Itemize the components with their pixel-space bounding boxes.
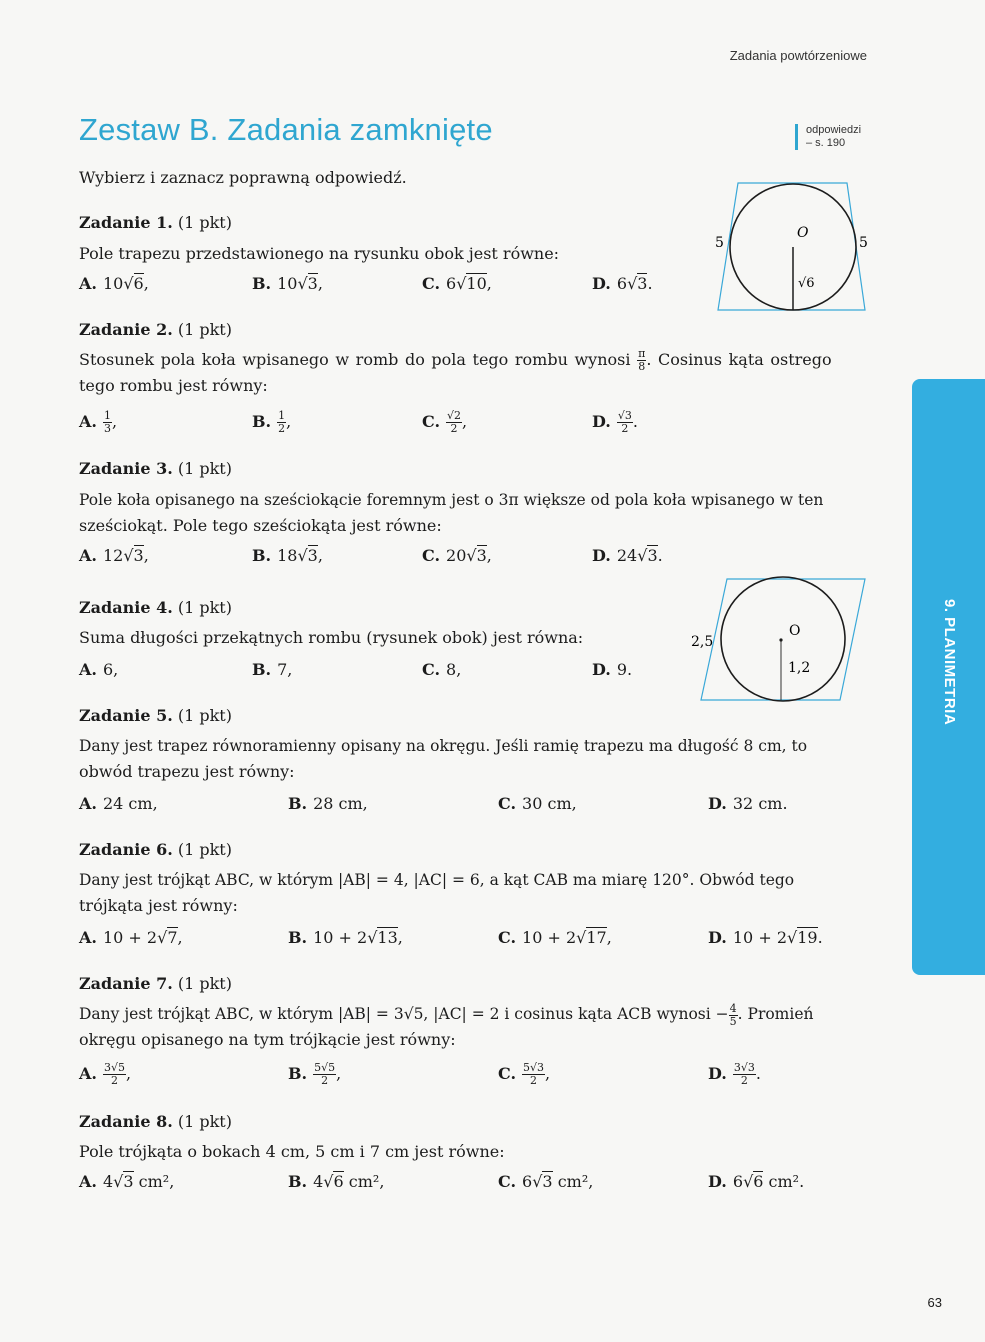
- task-2-text-line2: tego rombu jest równy:: [79, 376, 268, 395]
- task-2-option-b[interactable]: B. $\frac{1}{2}$ ,: [252, 409, 292, 435]
- task-6-text: Dany jest trójkąt ABC, w którym |AB| = 4, |AC| = 6, a kąt CAB ma miarę 120°. Obwód tego: [79, 871, 795, 889]
- instruction: Wybierz i zaznacz poprawną odpowiedź.: [79, 168, 407, 187]
- task-4-option-c[interactable]: C. 8,: [422, 660, 462, 679]
- task-8-option-c[interactable]: C. 6√3 cm²,: [498, 1172, 594, 1191]
- task-8-option-a[interactable]: A. 4√3 cm²,: [79, 1172, 175, 1191]
- task-2-option-c[interactable]: C. $\frac{√2}{2}$ ,: [422, 409, 468, 435]
- trapezoid-shape: [718, 183, 865, 310]
- chapter-label: 9. PLANIMETRIA: [941, 599, 958, 726]
- task-6-option-d[interactable]: D. 10 + 2√19.: [708, 928, 823, 947]
- side-right-label: 5: [859, 235, 868, 251]
- task-4-title: Zadanie 4. (1 pkt): [79, 598, 232, 617]
- task-1-option-d[interactable]: D. 6√3.: [592, 274, 653, 293]
- page-title: Zestaw B. Zadania zamknięte: [79, 112, 493, 147]
- task-1-title: Zadanie 1. (1 pkt): [79, 213, 232, 232]
- side-label: 2,5: [691, 634, 714, 650]
- inscribed-circle-2: [721, 577, 845, 701]
- task-2-option-a[interactable]: A. $\frac{1}{3}$ ,: [79, 409, 118, 435]
- task-6-title: Zadanie 6. (1 pkt): [79, 840, 232, 859]
- task-1-option-c[interactable]: C. 6√10,: [422, 274, 492, 293]
- task-1-option-a[interactable]: A. 10√6,: [79, 274, 149, 293]
- center-label: O: [797, 225, 809, 241]
- task-2-ratio-fraction: $\frac{\pi}{8}$: [638, 347, 646, 373]
- task-3-option-a[interactable]: A. 12√3,: [79, 546, 149, 565]
- task-5-option-d[interactable]: D. 32 cm.: [708, 794, 788, 813]
- task-3-option-c[interactable]: C. 20√3,: [422, 546, 492, 565]
- rhombus-shape: [701, 579, 865, 700]
- task-8-text: Pole trójkąta o bokach 4 cm, 5 cm i 7 cm jest równe:: [79, 1142, 505, 1161]
- task-6-option-c[interactable]: C. 10 + 2√17,: [498, 928, 612, 947]
- task-7-option-b[interactable]: B. $\frac{5√5}{2}$ ,: [288, 1061, 342, 1087]
- rhombus-figure: [685, 572, 870, 707]
- task-7-cosine-fraction: $\frac{4}{5}$: [729, 1001, 737, 1028]
- task-4-text: Suma długości przekątnych rombu (rysunek obok) jest równa:: [79, 628, 584, 647]
- task-1-option-b[interactable]: B. 10√3,: [252, 274, 323, 293]
- task-5-option-a[interactable]: A. 24 cm,: [79, 794, 158, 813]
- task-3-text: Pole koła opisanego na sześciokącie foremnym jest o 3π większe od pola koła wpisanego w ten: [79, 491, 824, 509]
- task-2-text: Stosunek pola koła wpisanego w romb do pola tego rombu wynosi $\frac{\pi}{8}$ . Cosinus kąta ostrego: [79, 347, 832, 373]
- height-label: √6: [798, 276, 815, 291]
- task-5-text: Dany jest trapez równoramienny opisany na okręgu. Jeśli ramię trapezu ma długość 8 cm, to: [79, 737, 808, 755]
- task-8-option-b[interactable]: B. 4√6 cm²,: [288, 1172, 385, 1191]
- answers-ref-line1: odpowiedzi: [806, 124, 862, 136]
- height-label-2: 1,2: [788, 660, 811, 676]
- task-5-text-line2: obwód trapezu jest równy:: [79, 762, 295, 781]
- task-2-title: Zadanie 2. (1 pkt): [79, 320, 232, 339]
- task-7-option-c[interactable]: C. $\frac{5√3}{2}$ ,: [498, 1061, 551, 1087]
- task-7-text-line2: okręgu opisanego na tym trójkącie jest równy:: [79, 1030, 456, 1049]
- answers-ref-line2: – s. 190: [806, 137, 846, 149]
- task-6-option-a[interactable]: A. 10 + 2√7,: [79, 928, 183, 947]
- task-4-option-a[interactable]: A. 6,: [79, 660, 119, 679]
- task-5-option-c[interactable]: C. 30 cm,: [498, 794, 577, 813]
- center-label-2: O: [789, 623, 801, 639]
- task-7-option-a[interactable]: A. $\frac{3√5}{2}$ ,: [79, 1061, 132, 1087]
- task-3-option-b[interactable]: B. 18√3,: [252, 546, 323, 565]
- task-6-text-line2: trójkąta jest równy:: [79, 896, 238, 915]
- task-7-text: Dany jest trójkąt ABC, w którym |AB| = 3√5, |AC| = 2 i cosinus kąta ACB wynosi − $\frac{4}{5}$ . Promień: [79, 1001, 814, 1028]
- answers-reference: [795, 124, 861, 150]
- task-3-text-line2: sześciokąt. Pole tego sześciokąta jest równe:: [79, 516, 442, 535]
- task-5-title: Zadanie 5. (1 pkt): [79, 706, 232, 725]
- side-left-label: 5: [715, 235, 724, 251]
- task-7-title: Zadanie 7. (1 pkt): [79, 974, 232, 993]
- section-header: Zadania powtórzeniowe: [729, 48, 867, 63]
- task-7-option-d[interactable]: D. $\frac{3√3}{2}$ .: [708, 1061, 761, 1087]
- task-4-option-b[interactable]: B. 7,: [252, 660, 293, 679]
- task-3-option-d[interactable]: D. 24√3.: [592, 546, 663, 565]
- task-8-title: Zadanie 8. (1 pkt): [79, 1112, 232, 1131]
- task-8-option-d[interactable]: D. 6√6 cm².: [708, 1172, 805, 1191]
- page-number: 63: [927, 1295, 942, 1310]
- task-1-text: Pole trapezu przedstawionego na rysunku obok jest równe:: [79, 244, 560, 263]
- task-3-title: Zadanie 3. (1 pkt): [79, 459, 232, 478]
- task-6-option-b[interactable]: B. 10 + 2√13,: [288, 928, 403, 947]
- center-dot: [779, 638, 782, 641]
- task-4-option-d[interactable]: D. 9.: [592, 660, 633, 679]
- trapezoid-figure: [705, 175, 875, 315]
- chapter-side-tab: [912, 379, 985, 975]
- task-2-option-d[interactable]: D. $\frac{√3}{2}$ .: [592, 409, 638, 435]
- task-5-option-b[interactable]: B. 28 cm,: [288, 794, 368, 813]
